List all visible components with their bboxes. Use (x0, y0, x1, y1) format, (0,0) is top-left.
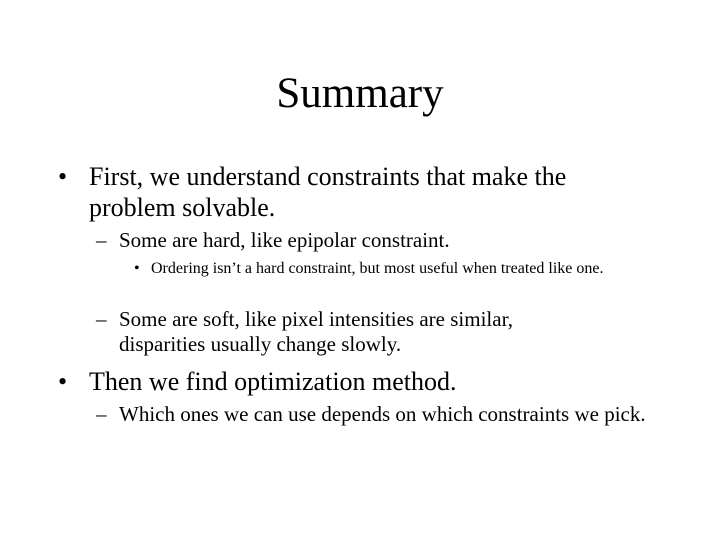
bullet-text: Then we find optimization method. (89, 367, 457, 396)
bullet-marker: • (58, 162, 68, 191)
dash-marker: – (96, 228, 107, 252)
bullet-level2 (96, 307, 596, 357)
bullet-text: Which ones we can use depends on which constraints we pick. (119, 402, 646, 426)
bullet-text: Some are hard, like epipolar constraint. (119, 228, 450, 252)
bullet-text: First, we understand constraints that make the problem solvable. (89, 162, 567, 222)
bullet-level3 (134, 258, 654, 279)
bullet-level1 (58, 366, 618, 397)
bullet-text: Some are soft, like pixel intensities are similar, disparities usually change slowly. (119, 307, 513, 356)
dash-marker: – (96, 307, 107, 331)
bullet-marker: • (134, 260, 140, 277)
bullet-level2 (96, 402, 656, 427)
bullet-level1 (58, 161, 618, 223)
bullet-marker: • (58, 367, 68, 396)
bullet-text: Ordering isn’t a hard constraint, but most useful when treated like one. (151, 260, 604, 277)
bullet-level2 (96, 228, 656, 253)
dash-marker: – (96, 402, 107, 426)
slide-title: Summary (276, 70, 444, 117)
